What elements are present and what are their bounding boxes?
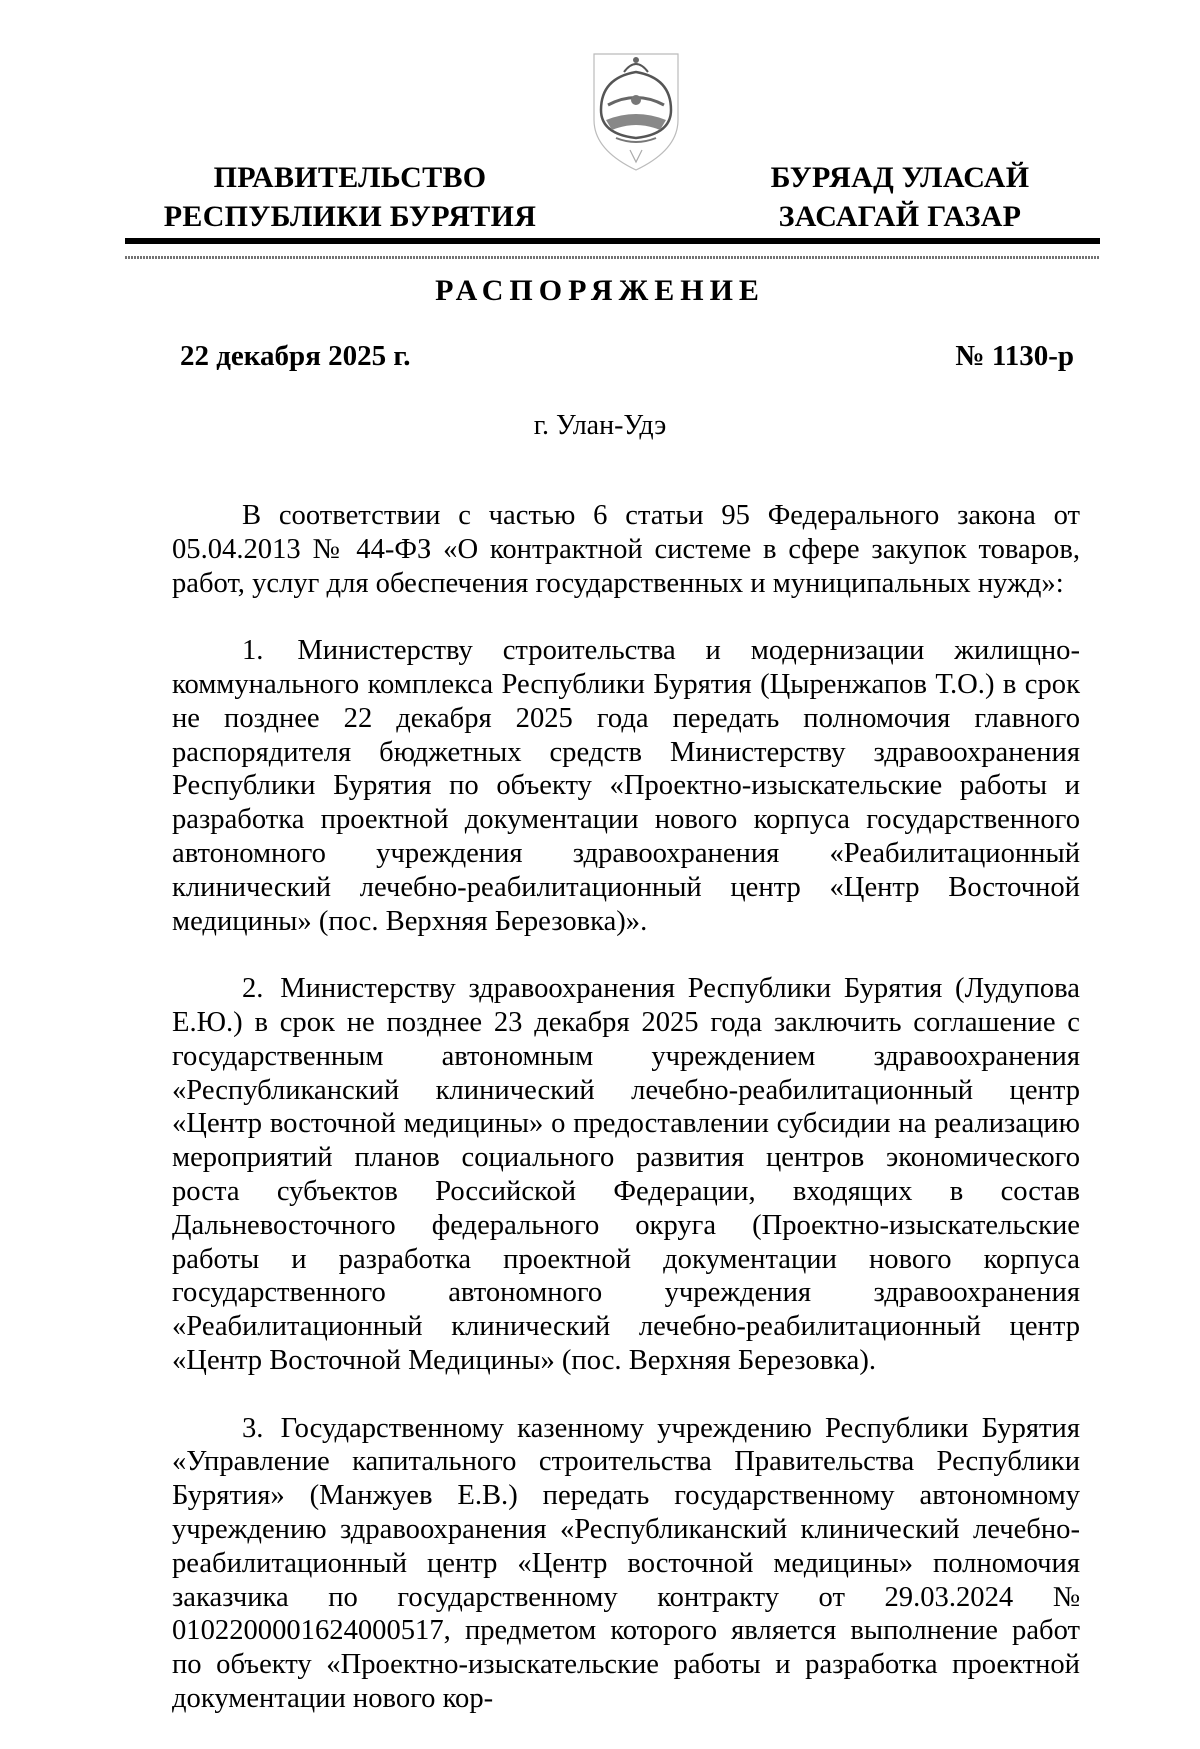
government-name-bua-line1: БУРЯАД УЛАСАЙ	[770, 161, 1030, 194]
item-3-text: Государственному казенному учреждению Республики Бурятия «Управление капитального строительства Правительства Республики Бурятия» (Манжуев Е.В.) передать государственному автономному учреждению здравоохранения «Республиканский клинический лечебно-реабилитационный центр «Центр восточной медицины» полномочия заказчика по государственному контракту от 29.03.2024 № 0102200001624000517, предметом которого является выполнение работ по объекту «Проектно-изыскательские работы и разработка проектной документации нового кор-	[172, 1412, 1080, 1714]
header-divider-thin	[125, 256, 1100, 259]
document-type: РАСПОРЯЖЕНИЕ	[435, 274, 765, 307]
government-name-ru-line1: ПРАВИТЕЛЬСТВО	[213, 161, 487, 194]
government-name-ru	[150, 158, 550, 236]
document-city: г. Улан-Удэ	[533, 410, 667, 441]
item-2-number: 2.	[242, 973, 264, 1005]
item-3-number: 3.	[242, 1412, 264, 1444]
item-1	[172, 634, 1080, 938]
item-2-text: Министерству здравоохранения Республики Бурятия (Лудупова Е.Ю.) в срок не позднее 23 декабря 2025 года заключить соглашение с государственным автономным учреждением здравоохранения «Республиканский клинический лечебно-реабилитационный центр «Центр восточной медицины» о предоставлении субсидии на реализацию мероприятий планов социального развития центров экономического роста субъектов Российской Федерации, входящих в состав Дальневосточного федерального округа (Проектно-изыскательские работы и разработка проектной документации нового корпуса государственного автономного учреждения здравоохранения «Реабилитационный клинический лечебно-реабилитационный центр «Центр Восточной Медицины» (пос. Верхняя Березовка).	[172, 973, 1081, 1376]
item-1-number: 1.	[242, 635, 264, 667]
document-date: 22 декабря 2025 г.	[180, 340, 411, 372]
document-number: № 1130-р	[955, 340, 1074, 372]
item-3	[172, 1412, 1080, 1716]
header-divider-thick	[125, 238, 1100, 244]
government-name-bua	[740, 158, 1060, 236]
government-name-bua-line2: ЗАСАГАЙ ГАЗАР	[778, 200, 1022, 233]
government-name-ru-line2: РЕСПУБЛИКИ БУРЯТИЯ	[163, 200, 537, 233]
preamble: В соответствии с частью 6 статьи 95 Федерального закона от 05.04.2013 № 44-ФЗ «О контрактной системе в сфере закупок товаров, работ, услуг для обеспечения государственных и муниципальных нужд»:	[172, 500, 1080, 599]
document-body	[172, 499, 1080, 1749]
item-1-text: Министерству строительства и модернизации жилищно-коммунального комплекса Республики Бурятия (Цыренжапов Т.О.) в срок не позднее 22 декабря 2025 года передать полномочия главного распорядителя бюджетных средств Министерству здравоохранения Республики Бурятия по объекту «Проектно-изыскательские работы и разработка проектной документации нового корпуса государственного автономного учреждения здравоохранения «Реабилитационный клинический лечебно-реабилитационный центр «Центр Восточной медицины» (пос. Верхняя Березовка)».	[172, 635, 1080, 937]
coat-of-arms-icon	[585, 50, 687, 175]
item-2	[172, 972, 1080, 1378]
